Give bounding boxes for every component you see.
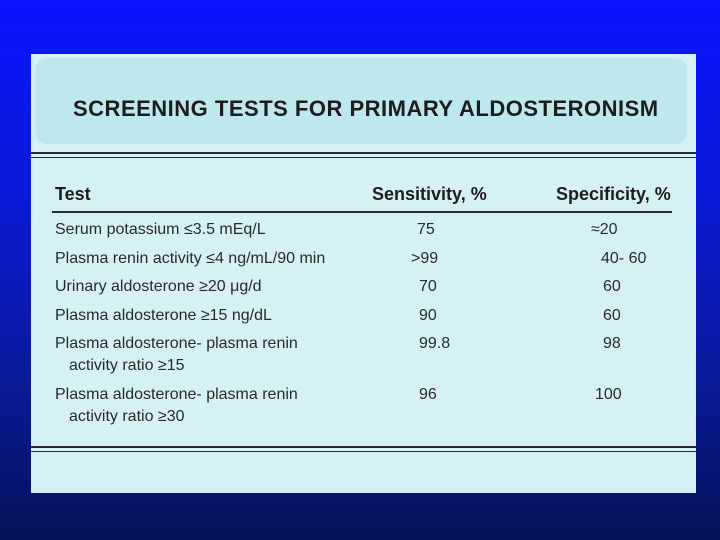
column-header-sensitivity: Sensitivity, % xyxy=(372,184,487,204)
title-bar xyxy=(35,58,687,144)
column-header-specificity: Specificity, % xyxy=(556,184,671,204)
table-row-test: Plasma renin activity ≤4 ng/mL/90 min xyxy=(55,250,326,267)
bottom-rule-1 xyxy=(31,446,696,448)
table-row-sensitivity: 90 xyxy=(419,307,437,324)
table-row-sensitivity: 70 xyxy=(419,278,437,295)
table-row-test: Plasma aldosterone- plasma renin xyxy=(55,386,298,403)
table-row-test-continued: activity ratio ≥30 xyxy=(69,408,185,425)
table-row-sensitivity: 75 xyxy=(417,221,435,238)
table-row-test: Urinary aldosterone ≥20 μg/d xyxy=(55,278,262,295)
table-row-sensitivity: >99 xyxy=(411,250,439,267)
table-row-test: Plasma aldosterone ≥15 ng/dL xyxy=(55,307,272,324)
bottom-rule-2 xyxy=(31,451,696,452)
column-header-test: Test xyxy=(55,184,91,204)
table-row-specificity: 60 xyxy=(603,278,621,295)
table-row-sensitivity: 96 xyxy=(419,386,437,403)
table-row-test: Plasma aldosterone- plasma renin xyxy=(55,335,298,352)
table-row-test: Serum potassium ≤3.5 mEq/L xyxy=(55,221,266,238)
table-card xyxy=(31,54,696,493)
table-row-specificity: 100 xyxy=(595,386,622,403)
table-row-sensitivity: 99.8 xyxy=(419,335,451,352)
table-row-specificity: 98 xyxy=(603,335,621,352)
top-rule-2 xyxy=(31,157,696,158)
table-title: SCREENING TESTS FOR PRIMARY ALDOSTERONISM xyxy=(73,96,659,121)
header-rule xyxy=(52,211,672,213)
top-rule-1 xyxy=(31,152,696,154)
table-row-specificity: 40- 60 xyxy=(601,250,647,267)
table-row-test-continued: activity ratio ≥15 xyxy=(69,357,185,374)
table-row-specificity: 60 xyxy=(603,307,621,324)
table-row-specificity: ≈20 xyxy=(591,221,618,238)
